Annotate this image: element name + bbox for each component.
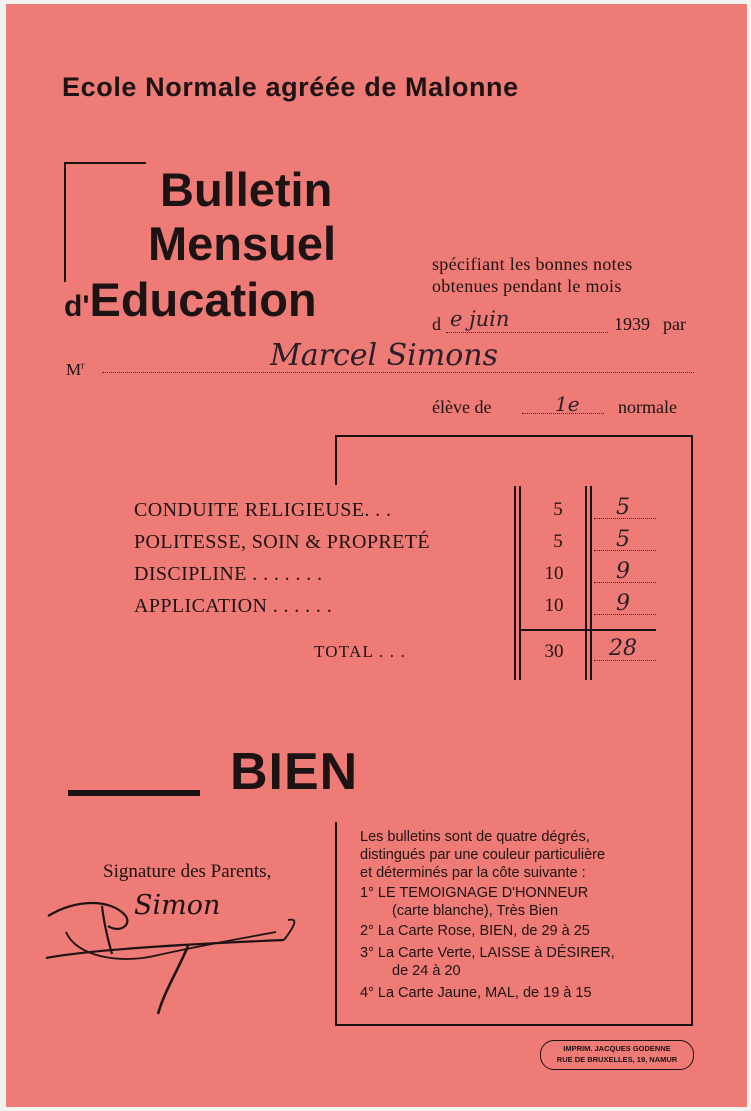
year: 1939 [614,314,650,334]
title-bracket-vertical [64,162,66,282]
result-dash [68,790,200,796]
info-degree-4: 4° La Carte Jaune, MAL, de 19 à 15 [360,985,592,1001]
title-line-3-prefix: d' [64,290,90,323]
printer-line-1: IMPRIM. JACQUES GODENNE [563,1044,671,1053]
grade-row-label: APPLICATION . . . . . . [134,595,333,617]
printer-line-2: RUE DE BRUXELLES, 19, NAMUR [556,1055,678,1064]
grade-row-label: CONDUITE RELIGIEUSE. . . [134,499,392,521]
info-intro-1: Les bulletins sont de quatre dégrés, [360,829,590,845]
subtitle-line-2: obtenues pendant le mois [432,276,622,296]
signature-name: Simon [134,890,221,921]
title-bracket-horizontal [64,162,146,164]
title-line-1: Bulletin [160,163,333,216]
grade-row-max: 5 [553,531,563,552]
info-frame-left [335,822,337,1026]
grade-row-max: 10 [544,563,564,584]
grade-row-score: 9 [616,591,630,616]
month-value: e juin [450,307,510,331]
grade-col-line-1 [514,486,516,680]
grade-total-separator [520,629,656,631]
info-intro-3: et déterminés par la côte suivante : [360,865,586,881]
grade-row-score: 9 [616,559,630,584]
month-dotted-line [446,332,608,333]
info-degree-1a: 1° LE TEMOIGNAGE D'HONNEUR [360,885,589,901]
printer-stamp [540,1040,694,1070]
grade-col-line-2 [519,486,521,680]
title-line-3-word: Education [89,273,317,326]
month-prefix: d [432,314,441,334]
total-label: TOTAL . . . [314,642,407,661]
grade-row-label: POLITESSE, SOIN & PROPRETÉ [134,531,430,553]
info-degree-2: 2° La Carte Rose, BIEN, de 29 à 25 [360,923,590,939]
subtitle-line-1: spécifiant les bonnes notes [432,254,633,274]
student-prefix [66,360,84,380]
grades-frame-left-tick [335,435,337,485]
title-line-2: Mensuel [148,217,337,270]
grade-row-max: 5 [553,499,563,520]
info-degree-3b: de 24 à 20 [392,963,461,979]
student-name: Marcel Simons [270,338,499,373]
school-name: Ecole Normale agréée de Malonne [62,72,519,102]
class-value: 1e [555,392,580,416]
grade-row-score: 5 [616,527,630,552]
grade-col-line-4 [590,486,592,680]
signature-label: Signature des Parents, [103,861,272,882]
info-intro-2: distingués par une couleur particulière [360,847,606,863]
grade-row-max: 10 [544,595,564,616]
grades-frame-bottom [335,1024,693,1026]
grade-row-score: 5 [616,495,630,520]
info-degree-1b: (carte blanche), Très Bien [392,903,559,919]
class-suffix: normale [618,397,677,417]
grades-frame-right [691,435,693,1025]
grade-row-label: DISCIPLINE . . . . . . . [134,563,323,585]
info-degree-3a: 3° La Carte Verte, LAISSE à DÉSIRER, [360,945,615,961]
title-line-3 [64,272,317,327]
year-suffix: par [663,314,686,334]
result-grade: BIEN [230,743,359,801]
total-score: 28 [609,636,637,661]
student-prefix-sup: r [81,360,85,372]
class-prefix: élève de [432,397,492,417]
grade-col-line-3 [585,486,587,680]
student-prefix-letter: M [66,360,82,379]
grades-frame-top [335,435,693,437]
signature-graphic [38,886,308,1021]
total-max: 30 [544,641,564,662]
